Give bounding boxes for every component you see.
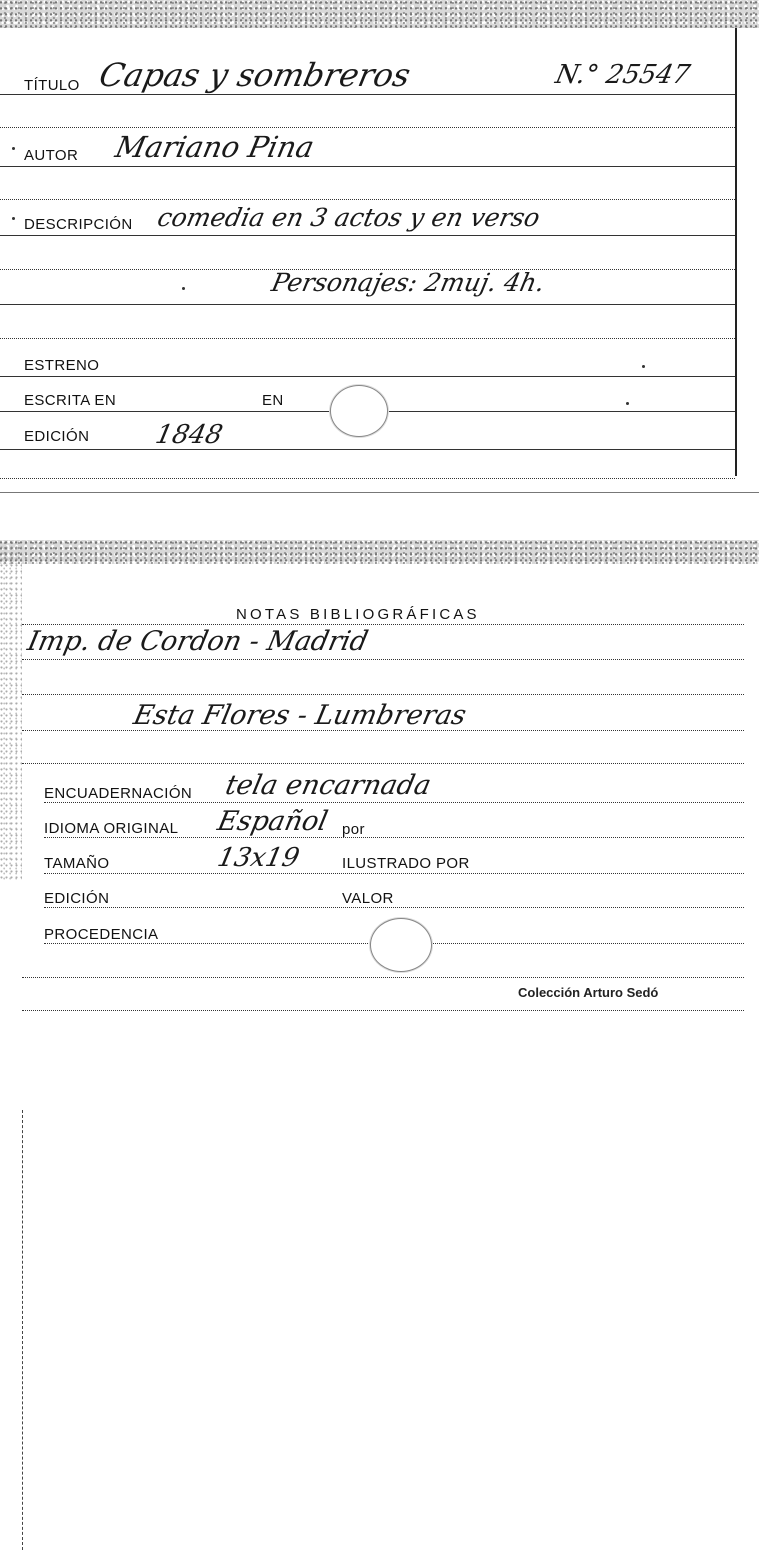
estreno-label: ESTRENO xyxy=(24,357,100,374)
rule xyxy=(22,977,744,978)
rule xyxy=(44,802,744,803)
rule xyxy=(44,873,744,874)
rule xyxy=(22,659,744,660)
tamano-label: TAMAÑO xyxy=(44,855,110,872)
tamano-value: 13x19 xyxy=(214,843,303,873)
idioma-label: IDIOMA ORIGINAL xyxy=(44,820,179,837)
rule xyxy=(22,763,744,764)
descripcion-value: comedia en 3 actos y en verso xyxy=(154,203,543,232)
mark xyxy=(626,402,629,405)
autor-value: Mariano Pina xyxy=(112,130,318,164)
autor-label: AUTOR xyxy=(24,147,79,164)
card-left-border xyxy=(22,1110,24,1550)
rule xyxy=(22,694,744,695)
rule xyxy=(0,478,735,479)
rule xyxy=(0,94,735,95)
rule xyxy=(0,235,735,236)
mark xyxy=(12,147,15,150)
titulo-label: TÍTULO xyxy=(24,77,80,94)
rule xyxy=(22,1010,744,1011)
titulo-value: Capas y sombreros xyxy=(95,56,414,94)
rule xyxy=(0,376,735,377)
card-right-border xyxy=(735,28,737,476)
rule xyxy=(44,837,744,838)
escrita-en-label: ESCRITA EN xyxy=(24,392,117,409)
edicion-label: EDICIÓN xyxy=(24,428,90,445)
notas-heading: NOTAS BIBLIOGRÁFICAS xyxy=(236,606,480,623)
encuadernacion-label: ENCUADERNACIÓN xyxy=(44,785,193,802)
edicion2-label: EDICIÓN xyxy=(44,890,110,907)
rule xyxy=(0,127,735,128)
mark xyxy=(12,217,15,220)
edicion-value: 1848 xyxy=(152,420,226,450)
rule xyxy=(44,907,744,908)
por-label: por xyxy=(342,821,365,838)
catalog-number: N.° 25547 xyxy=(552,60,693,90)
note-line-1: Imp. de Cordon - Madrid xyxy=(24,626,371,657)
idioma-value: Español xyxy=(214,806,331,837)
procedencia-label: PROCEDENCIA xyxy=(44,926,159,943)
rule xyxy=(0,304,735,305)
rule xyxy=(0,166,735,167)
punch-hole xyxy=(330,385,388,437)
rule xyxy=(0,199,735,200)
collection-footer: Colección Arturo Sedó xyxy=(518,985,659,1000)
rule xyxy=(0,338,735,339)
rule xyxy=(22,624,744,625)
punch-hole xyxy=(370,918,432,972)
card-divider xyxy=(0,492,759,493)
mark xyxy=(182,287,185,290)
rule xyxy=(22,730,744,731)
en-label: EN xyxy=(262,392,284,409)
descripcion-label: DESCRIPCIÓN xyxy=(24,216,133,233)
note-line-2: Esta Flores - Lumbreras xyxy=(130,700,469,731)
ilustrado-label: ILUSTRADO POR xyxy=(342,855,470,872)
rule xyxy=(0,449,735,450)
valor-label: VALOR xyxy=(342,890,394,907)
catalog-card-front xyxy=(0,0,759,492)
mark xyxy=(642,365,645,368)
encuadernacion-value: tela encarnada xyxy=(222,770,434,801)
catalog-card-back xyxy=(0,540,759,1028)
personajes-value: Personajes: 2muj. 4h. xyxy=(268,268,548,297)
